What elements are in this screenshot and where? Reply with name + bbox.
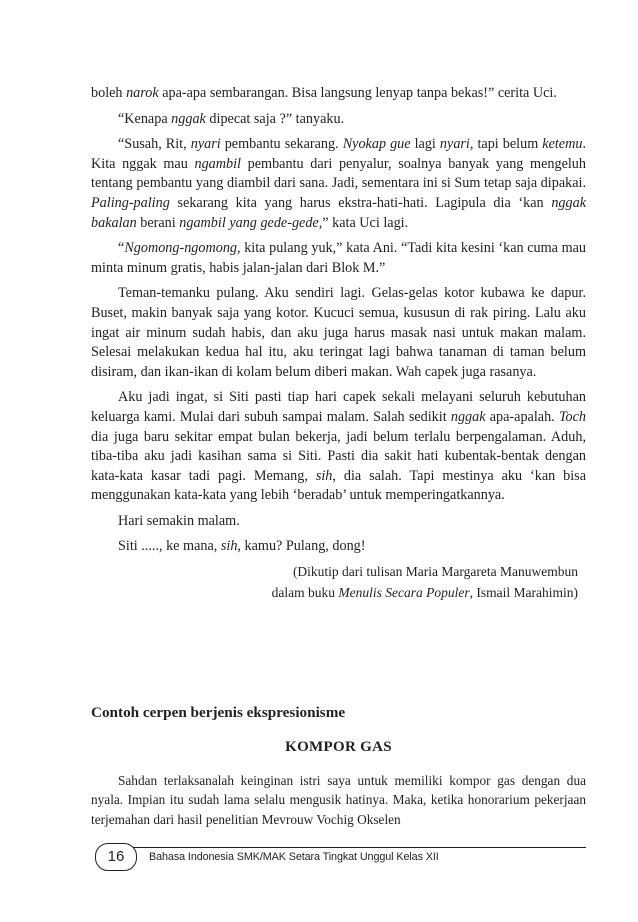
paragraph [91,537,586,557]
italic-term: Paling-paling [91,194,170,211]
italic-term: sih [315,467,333,484]
body-text [91,84,586,603]
text-run: . Kita nggak mau [91,136,586,172]
italic-term: Ngomong-ngomong [124,240,238,257]
text-run: dipecat saja ?” tanyaku. [205,110,345,127]
text-run: , dia salah. Tapi mestinya aku ‘kan bisa menggunakan kata-kata yang lebih ‘beradab’ untuk memperingatkannya. [91,467,586,504]
section-heading: Contoh cerpen berjenis ekspresionisme [91,704,346,721]
text-run: , kamu? Pulang, dong! [237,538,366,555]
citation-line-2 [91,582,578,603]
text-run: berani [136,214,180,231]
text-run: ,” kata Uci lagi. [318,214,409,231]
citation-prefix: dalam buku [271,585,339,601]
paragraph [91,284,586,382]
footer-book-title: Bahasa Indonesia SMK/MAK Setara Tingkat Unggul Kelas XII [149,851,439,863]
text-run: Teman-temanku pulang. Aku sendiri lagi. Gelas-gelas kotor kubawa ke dapur. Buset, makin banyak saja yang kotor. Kucuci semua, kususun di rak piring. Lalu aku ingat air minum sudah habis, dan aku juga harus masak nasi untuk makan malam. Selesai melakukan kedua hal itu, aku teringat lagi bahwa tanaman di taman belum disiram, dan ikan-ikan di kolam belum diberi makan. Wah capek juga rasanya. [91,285,586,380]
italic-term: nggak [450,408,486,425]
italic-term: Toch [558,408,587,425]
paragraph-container [91,84,586,557]
paragraph [91,388,586,506]
italic-term: nyari [190,136,221,153]
italic-term: narok [126,85,159,101]
paragraph [91,135,586,233]
italic-term: sih [220,538,238,555]
paragraph [91,110,586,130]
text-run: apa-apa sembarangan. Bisa langsung lenyap tanpa bekas!” cerita Uci. [158,85,557,101]
text-run: boleh [91,85,127,101]
paragraph [91,239,586,278]
text-run: lagi [410,136,440,153]
text-run: pembantu dari penyalur, soalnya banyak yang mengeluh tentang pembantu yang diambil dari sana. Jadi, sementara ini si Sum tetap saja dipakai. [91,155,586,192]
text-run: pembantu sekarang. [220,136,343,153]
text-run: Hari semakin malam. [118,512,240,529]
text-run: “Susah, Rit, [118,136,191,153]
page-number: 16 [95,843,137,871]
italic-term: ketemu [542,136,583,153]
citation-book-title: Menulis Secara Populer [338,585,470,601]
story-title: KOMPOR GAS [285,739,392,755]
citation-line-1: (Dikutip dari tulisan Maria Margareta Manuwembun [292,564,578,580]
citation [91,561,578,603]
text-run: Aku jadi ingat, si Siti pasti tiap hari capek sekali melayani seluruh kebutuhan keluarga kami. Mulai dari subuh sampai malam. Salah sedikit [91,389,586,425]
text-run: sekarang kita yang harus ekstra-hati-hati. Lagipula dia ‘kan [169,194,552,211]
text-run: , tapi belum [469,136,543,153]
story-paragraph: Sahdan terlaksanalah keinginan istri saya untuk memiliki kompor gas dengan dua nyala. Impian itu sudah lama selalu mengusik hatinya. Maka, ketika honorarium pekerjaan terjemahan dari hasil penelitian Mevrouw Vochig Okselen [91,773,586,827]
text-run: “ [118,240,125,257]
italic-term: ngambil yang gede-gede [179,214,319,231]
footer-rule [131,847,586,848]
italic-term: nggak [171,110,206,127]
citation-suffix: , Ismail Marahimin) [469,585,578,601]
italic-term: nggak bakalan [91,194,586,231]
text-run: “Kenapa [118,110,172,127]
italic-term: Nyokap gue [342,136,411,153]
paragraph [91,84,586,104]
text-run: Siti ....., ke mana, [118,538,221,555]
italic-term: nyari [439,136,470,153]
paragraph [91,512,586,532]
text-run: dia juga baru sekitar empat bulan bekerja, jadi belum terlalu berpengalaman. Aduh, tiba-tiba aku jadi kasihan sama si Siti. Pasti dia sakit hati kubentak-bentak dengan kata-kata kasar tadi pagi. Memang, [91,428,586,484]
text-run: apa-apalah. [485,408,559,425]
italic-term: ngambil [194,155,241,172]
text-run: , kita pulang yuk,” kata Ani. “Tadi kita kesini ‘kan cuma mau minta minum gratis, habis jalan-jalan dari Blok M.” [91,240,586,276]
